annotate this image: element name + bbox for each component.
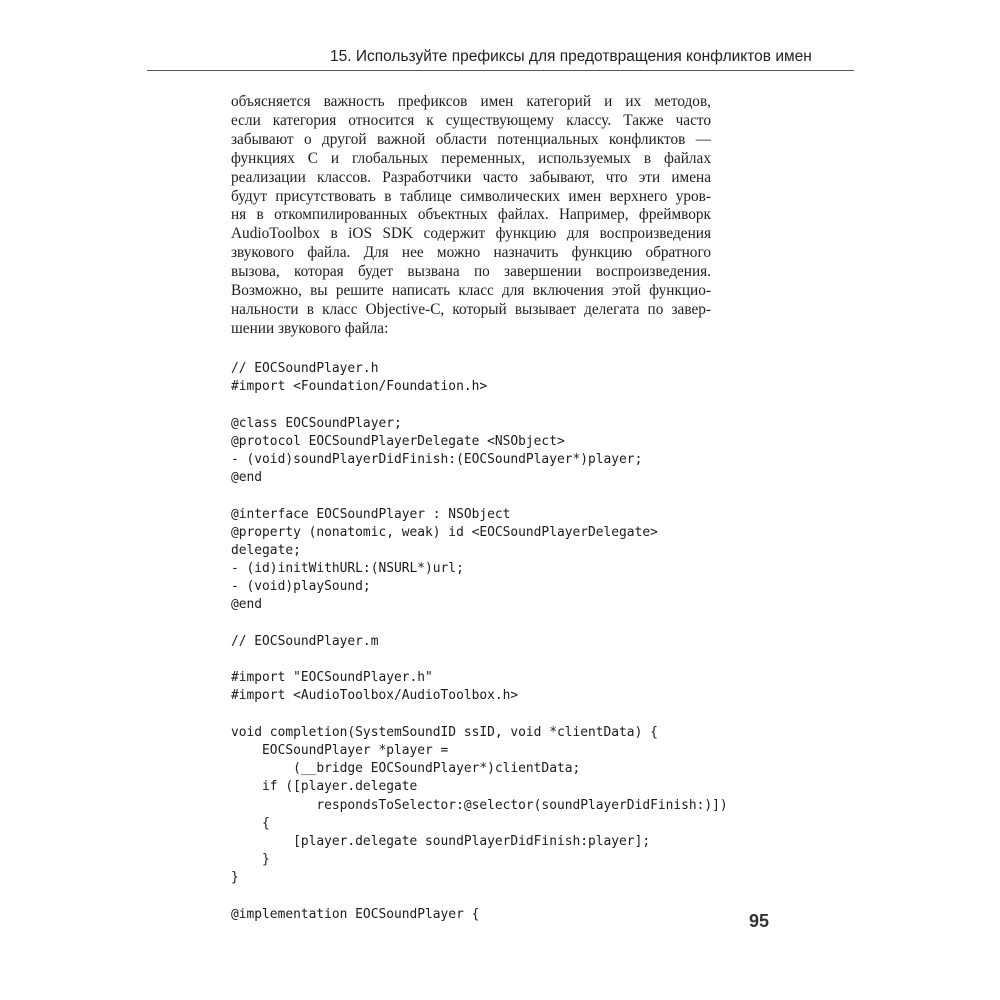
code-line bbox=[231, 487, 791, 505]
code-line bbox=[231, 887, 791, 905]
paragraph-line: функциях С и глобальных переменных, используемых в файлах bbox=[231, 149, 711, 167]
code-line: if ([player.delegate bbox=[231, 779, 418, 795]
code-line: @end bbox=[231, 597, 263, 613]
code-line: } bbox=[231, 852, 270, 868]
paragraph-line: звукового файла. Для нее можно назначить функцию обратного bbox=[231, 244, 711, 262]
code-line: @protocol EOCSoundPlayerDelegate <NSObject> bbox=[231, 433, 565, 449]
code-line: - (id)initWithURL:(NSURL*)url; bbox=[231, 561, 464, 577]
paragraph-line: будут присутствовать в таблице символических имен верхнего уров- bbox=[231, 187, 711, 205]
paragraph-line: нальности в класс Objective-C, который вызывает делегата по завер- bbox=[231, 300, 711, 318]
code-line: // EOCSoundPlayer.m bbox=[231, 633, 379, 649]
code-line: } bbox=[231, 870, 239, 886]
code-line: EOCSoundPlayer *player = bbox=[231, 742, 449, 758]
code-line: delegate; bbox=[231, 542, 301, 558]
code-line: [player.delegate soundPlayerDidFinish:player]; bbox=[231, 833, 651, 849]
code-line: #import <AudioToolbox/AudioToolbox.h> bbox=[231, 688, 519, 704]
code-line: @interface EOCSoundPlayer : NSObject bbox=[231, 506, 511, 522]
paragraph-line: вызова, которая будет вызвана по завершении воспроизведения. bbox=[231, 263, 711, 281]
code-line: { bbox=[231, 815, 270, 831]
code-line: void completion(SystemSoundID ssID, void *clientData) { bbox=[231, 724, 658, 740]
paragraph-line: забывают о другой важной области потенциальных конфликтов — bbox=[231, 130, 711, 148]
code-line: @end bbox=[231, 470, 263, 486]
code-listing bbox=[231, 360, 791, 924]
code-line: #import <Foundation/Foundation.h> bbox=[231, 379, 488, 395]
paragraph-line: Возможно, вы решите написать класс для включения этой функцио- bbox=[231, 282, 711, 300]
code-line bbox=[231, 706, 791, 724]
running-head: 15. Используйте префиксы для предотвращения конфликтов имен bbox=[330, 48, 812, 65]
code-line: @class EOCSoundPlayer; bbox=[231, 415, 402, 431]
code-line: - (void)playSound; bbox=[231, 579, 371, 595]
page-number: 95 bbox=[749, 911, 770, 931]
code-line: (__bridge EOCSoundPlayer*)clientData; bbox=[231, 761, 581, 777]
code-line: @property (nonatomic, weak) id <EOCSoundPlayerDelegate> bbox=[231, 524, 658, 540]
paragraph-line: если категория относится к существующему классу. Также часто bbox=[231, 111, 711, 129]
paragraph-line: ня в откомпилированных объектных файлах. Например, фреймворк bbox=[231, 206, 711, 224]
paragraph-line: AudioToolbox в iOS SDK содержит функцию для воспроизведения bbox=[231, 225, 711, 243]
code-line bbox=[231, 615, 791, 633]
header-rule bbox=[147, 70, 854, 71]
code-line bbox=[231, 396, 791, 414]
paragraph-line: реализации классов. Разработчики часто забывают, что эти имена bbox=[231, 168, 711, 186]
code-line: #import "EOCSoundPlayer.h" bbox=[231, 670, 433, 686]
paragraph-line: шении звукового файла: bbox=[231, 319, 389, 337]
code-line: // EOCSoundPlayer.h bbox=[231, 361, 379, 376]
code-line: @implementation EOCSoundPlayer { bbox=[231, 906, 480, 922]
paragraph-line: объясняется важность префиксов имен категорий и их методов, bbox=[231, 93, 711, 110]
code-line: respondsToSelector:@selector(soundPlayerDidFinish:)]) bbox=[231, 797, 728, 813]
code-line: - (void)soundPlayerDidFinish:(EOCSoundPlayer*)player; bbox=[231, 451, 643, 467]
code-line bbox=[231, 651, 791, 669]
body-paragraph bbox=[231, 93, 711, 339]
